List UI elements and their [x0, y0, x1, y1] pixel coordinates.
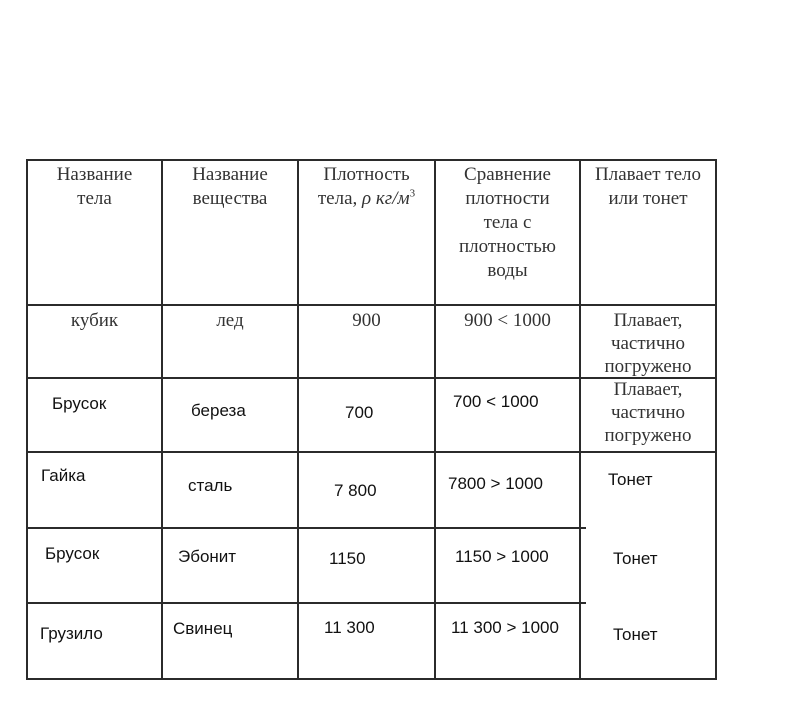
row3-density: 7 800: [334, 481, 377, 500]
header-substance-name: Название вещества: [192, 164, 268, 209]
table-top-border: [26, 159, 717, 161]
row5-result: Тонет: [613, 625, 658, 644]
row4-body: Брусок: [45, 544, 100, 563]
column-border: [715, 159, 717, 680]
row2-comparison: 700 < 1000: [453, 392, 539, 411]
row-border: [26, 451, 717, 453]
row1-comparison: 900 < 1000: [464, 310, 551, 331]
row3-body: Гайка: [41, 466, 86, 485]
row2-substance: береза: [191, 401, 246, 420]
row5-density: 11 300: [324, 618, 375, 637]
header-bottom-border: [26, 304, 717, 306]
header-density: Плотность тела, ρ $кг/м^3$: [317, 164, 416, 209]
table-bottom-border: [26, 678, 717, 680]
header-body-name: Название тела: [56, 164, 133, 209]
row5-substance: Свинец: [173, 619, 233, 638]
row2-density: 700: [345, 403, 374, 422]
column-border: [161, 159, 163, 680]
row5-body: Грузило: [40, 624, 103, 643]
row2-body: Брусок: [52, 394, 107, 413]
row1-result: Плавает, частично погружено: [604, 310, 692, 377]
row3-result: Тонет: [608, 470, 653, 489]
row2-result: Плавает, частично погружено: [604, 379, 692, 446]
row4-comparison: 1150 > 1000: [455, 547, 549, 566]
row-border: [26, 527, 586, 529]
column-border: [26, 159, 28, 680]
row1-density: 900: [352, 310, 381, 331]
row1-substance: лед: [216, 310, 244, 331]
header-float-or-sink: Плавает тело или тонет: [595, 164, 701, 209]
row-border: [26, 602, 586, 604]
row4-density: 1150: [329, 549, 366, 568]
row3-substance: сталь: [188, 476, 233, 495]
column-border: [297, 159, 299, 680]
header-comparison: Сравнение плотности тела с плотностью воды: [459, 164, 556, 281]
row5-comparison: 11 300 > 1000: [451, 618, 559, 637]
row3-comparison: 7800 > 1000: [448, 474, 544, 493]
row1-body: кубик: [70, 310, 119, 331]
row4-substance: Эбонит: [178, 547, 237, 566]
row4-result: Тонет: [613, 549, 658, 568]
